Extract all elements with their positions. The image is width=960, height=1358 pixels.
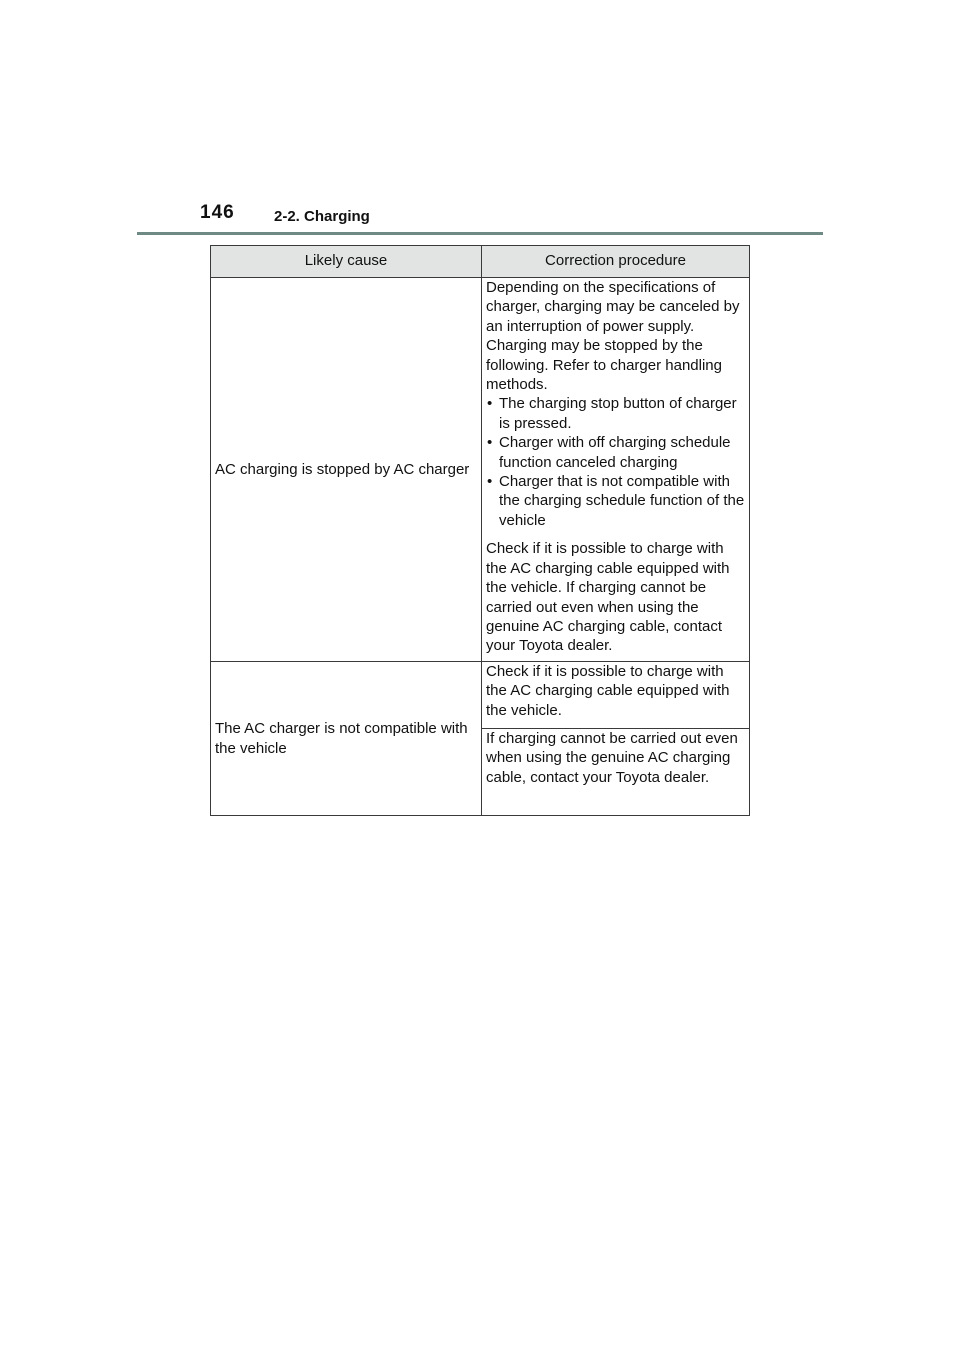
- correction-procedure-cell: [482, 729, 750, 816]
- procedure-bullet-list: [486, 394, 745, 530]
- procedure-paragraph: Check if it is possible to charge with the AC charging cable equipped with the vehicle.: [486, 663, 730, 719]
- page-number: 146: [200, 202, 235, 223]
- correction-procedure-cell: [482, 662, 750, 729]
- column-header-likely-cause: Likely cause: [211, 246, 482, 278]
- section-title: 2-2. Charging: [274, 208, 370, 225]
- list-item: • The charging stop button of charger is pressed.: [486, 394, 745, 433]
- table-row: [211, 278, 750, 662]
- table-row: [211, 662, 750, 729]
- correction-procedure-cell: [482, 278, 750, 662]
- table-header-row: [211, 246, 750, 278]
- troubleshooting-table: [210, 245, 750, 816]
- procedure-paragraph: If charging cannot be carried out even when using the genuine AC charging cable, contact your Toyota dealer.: [486, 730, 738, 786]
- column-header-correction-procedure: Correction procedure: [482, 246, 750, 278]
- list-item: • Charger with off charging schedule function canceled charging: [486, 433, 745, 472]
- likely-cause-cell: AC charging is stopped by AC charger: [211, 278, 482, 662]
- list-item: • Charger that is not compatible with the charging schedule function of the vehicle: [486, 472, 745, 530]
- header-divider: [137, 232, 823, 235]
- procedure-paragraph: Check if it is possible to charge with the AC charging cable equipped with the vehicle. If charging cannot be carried out even when using the genuine AC charging cable, contact your Toyota dealer.: [486, 540, 730, 655]
- likely-cause-cell: The AC charger is not compatible with the vehicle: [211, 662, 482, 816]
- procedure-paragraph: Depending on the specifications of charger, charging may be canceled by an interruption of power supply. Charging may be stopped by the following. Refer to charger handling methods.: [486, 279, 740, 394]
